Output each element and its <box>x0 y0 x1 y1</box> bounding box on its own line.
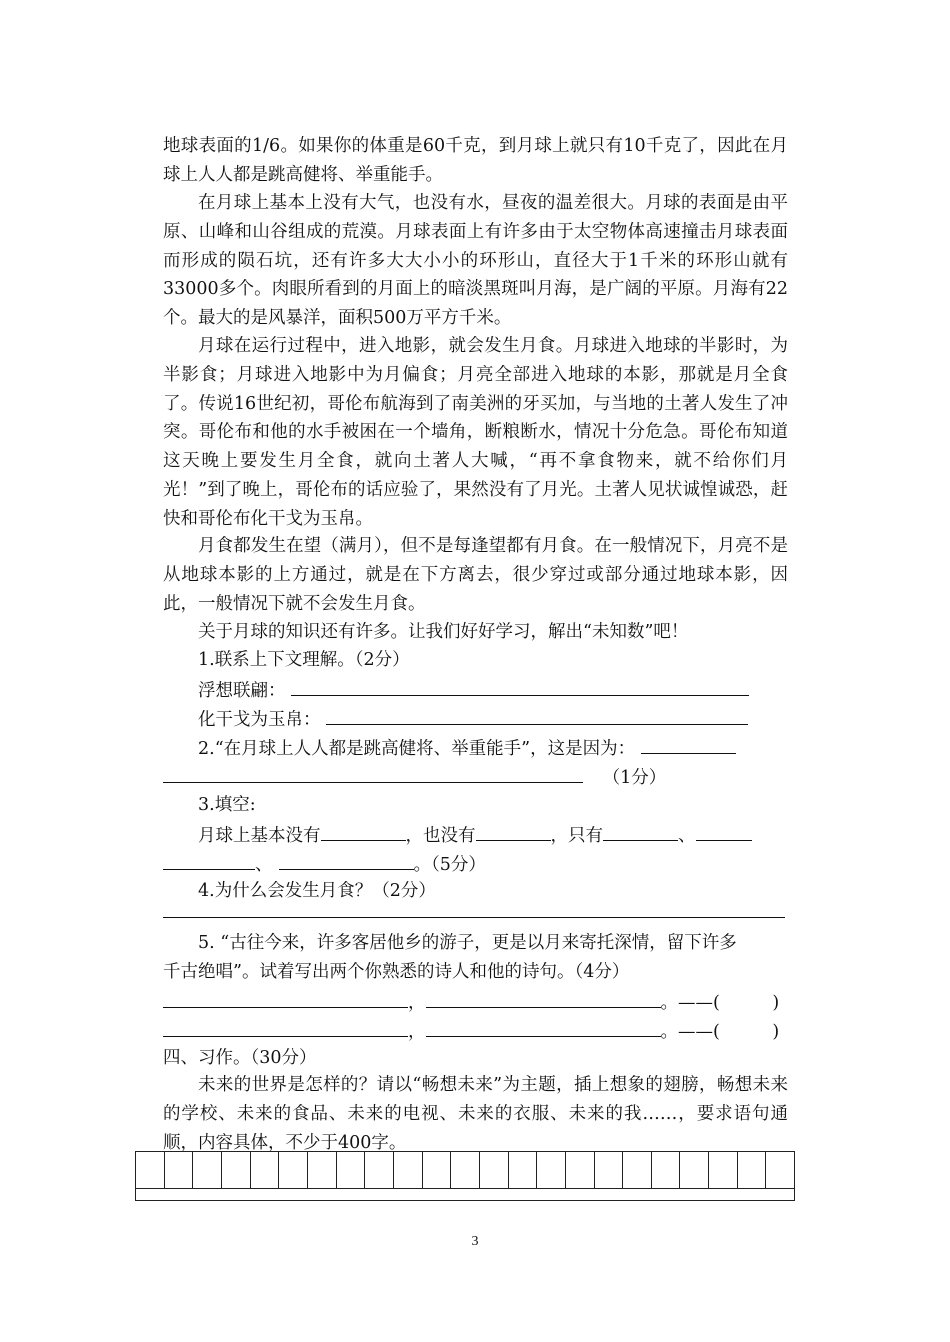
question-3-text-d: 、 <box>678 826 696 846</box>
grid-cell[interactable] <box>308 1152 337 1188</box>
grid-cell[interactable] <box>423 1152 452 1188</box>
answer-line-4[interactable] <box>163 917 785 918</box>
grid-cell[interactable] <box>595 1152 624 1188</box>
answer-blank-3c[interactable] <box>603 820 678 841</box>
composition-heading: 四、习作。（30分） <box>163 1048 317 1068</box>
answer-blank-5b-poem[interactable] <box>163 1016 408 1037</box>
answer-blank-3a[interactable] <box>321 820 406 841</box>
answer-blank-2a[interactable] <box>641 733 736 754</box>
passage-paragraph-2: 月球在运行过程中，进入地影，就会发生月食。月球进入地球的半影时，为半影食；月球进入地影中为月偏食；月亮全部进入地球的本影，那就是月全食了。传说16世纪初，哥伦布航海到了南美洲的牙买加，与当地的土著人发生了冲突。哥伦布和他的水手被困在一个墙角，断粮断水，情况十分危急。哥伦布知道这天晚上要发生月全食，就向土著人大喊，“再不拿食物来，就不给你们月光！”到了晚上，哥伦布的话应验了，果然没有了月光。土著人见状诚惶诚恐，赶快和哥伦布化干戈为玉帛。 <box>163 336 788 529</box>
question-1b-label: 化干戈为玉帛： <box>198 710 321 730</box>
question-2 <box>198 733 823 761</box>
question-1a-label: 浮想联翩： <box>198 681 286 701</box>
answer-blank-3f[interactable] <box>279 849 414 870</box>
question-5-comma-2: ， <box>408 1022 426 1042</box>
grid-cell[interactable] <box>394 1152 423 1188</box>
question-3-text-c: ，只有 <box>550 826 603 846</box>
question-2-score: （1分） <box>602 768 667 788</box>
grid-cell[interactable] <box>566 1152 595 1188</box>
question-5-answer-1 <box>163 987 788 1015</box>
grid-cell[interactable] <box>165 1152 194 1188</box>
grid-cell[interactable] <box>365 1152 394 1188</box>
question-3-line1 <box>198 820 823 848</box>
question-3-text-e: 、 <box>255 855 273 875</box>
passage-paragraph-4: 关于月球的知识还有许多。让我们好好学习，解出“未知数”吧！ <box>198 622 689 642</box>
grid-cell[interactable] <box>451 1152 480 1188</box>
grid-cell[interactable] <box>222 1152 251 1188</box>
answer-blank-5a-poem[interactable] <box>163 987 408 1008</box>
passage-paragraph-0: 地球表面的1/6。如果你的体重是60千克，到月球上就只有10千克了，因此在月球上人人都是跳高健将、举重能手。 <box>163 136 788 185</box>
grid-cell[interactable] <box>709 1152 738 1188</box>
answer-blank-2b[interactable] <box>163 762 583 783</box>
question-1-title: 1.联系上下文理解。（2分） <box>198 650 410 670</box>
question-2-cont <box>163 762 788 790</box>
answer-blank-5b-line[interactable] <box>426 1016 661 1037</box>
page-number: 3 <box>471 1234 479 1249</box>
answer-blank-3d[interactable] <box>696 820 752 841</box>
grid-cell[interactable] <box>279 1152 308 1188</box>
answer-blank-1a[interactable] <box>291 675 749 696</box>
grid-cell[interactable] <box>623 1152 652 1188</box>
question-5-poet-2: 。——( ) <box>660 1022 780 1042</box>
grid-cell[interactable] <box>537 1152 566 1188</box>
question-5-comma-1: ， <box>408 993 426 1013</box>
question-3-score: 。（5分） <box>413 855 486 875</box>
composition-prompt: 未来的世界是怎样的？请以“畅想未来”为主题，插上想象的翅膀，畅想未来的学校、未来的食品、未来的电视、未来的衣服、未来的我……，要求语句通顺，内容具体，不少于400字。 <box>163 1075 788 1153</box>
passage-paragraph-3: 月食都发生在望（满月），但不是每逢望都有月食。在一般情况下，月亮不是从地球本影的上方通过，就是在下方离去，很少穿过或部分通过地球本影，因此，一般情况下就不会发生月食。 <box>163 536 788 614</box>
question-5-poet-1: 。——( ) <box>660 993 780 1013</box>
grid-cell[interactable] <box>480 1152 509 1188</box>
question-3-text-b: ，也没有 <box>405 826 476 846</box>
answer-blank-3e[interactable] <box>163 849 255 870</box>
grid-cell[interactable] <box>509 1152 538 1188</box>
question-5-answer-2 <box>163 1016 788 1044</box>
passage-paragraph-1: 在月球上基本上没有大气，也没有水，昼夜的温差很大。月球的表面是由平原、山峰和山谷组成的荒漠。月球表面上有许多由于太空物体高速撞击月球表面而形成的陨石坑，还有许多大大小小的环形山，直径大于1千米的环形山就有33000多个。肉眼所看到的月面上的暗淡黑斑叫月海，是广阔的平原。月海有22个。最大的是风暴洋，面积500万平方千米。 <box>163 193 788 329</box>
question-4-title: 4.为什么会发生月食？（2分） <box>198 881 436 901</box>
question-3-text-a: 月球上基本没有 <box>198 826 321 846</box>
grid-cell[interactable] <box>193 1152 222 1188</box>
question-1b <box>198 704 823 732</box>
question-5-line2: 千古绝唱”。试着写出两个你熟悉的诗人和他的诗句。（4分） <box>163 962 630 982</box>
grid-cell[interactable] <box>337 1152 366 1188</box>
grid-cell[interactable] <box>136 1152 165 1188</box>
answer-blank-1b[interactable] <box>326 704 748 725</box>
grid-cell[interactable] <box>766 1152 794 1188</box>
writing-grid[interactable] <box>135 1151 795 1201</box>
writing-grid-row <box>136 1152 794 1189</box>
question-3-line2 <box>163 849 788 877</box>
question-3-title: 3.填空: <box>198 795 256 815</box>
grid-cell[interactable] <box>251 1152 280 1188</box>
question-1a <box>198 675 823 703</box>
question-5-line1: 5. “古往今来，许多客居他乡的游子，更是以月来寄托深情，留下许多 <box>198 933 737 953</box>
question-2-text: 2.“在月球上人人都是跳高健将、举重能手”，这是因为： <box>198 739 636 759</box>
answer-blank-5a-line[interactable] <box>426 987 661 1008</box>
grid-cell[interactable] <box>680 1152 709 1188</box>
grid-cell[interactable] <box>738 1152 767 1188</box>
answer-blank-3b[interactable] <box>476 820 551 841</box>
grid-cell[interactable] <box>652 1152 681 1188</box>
